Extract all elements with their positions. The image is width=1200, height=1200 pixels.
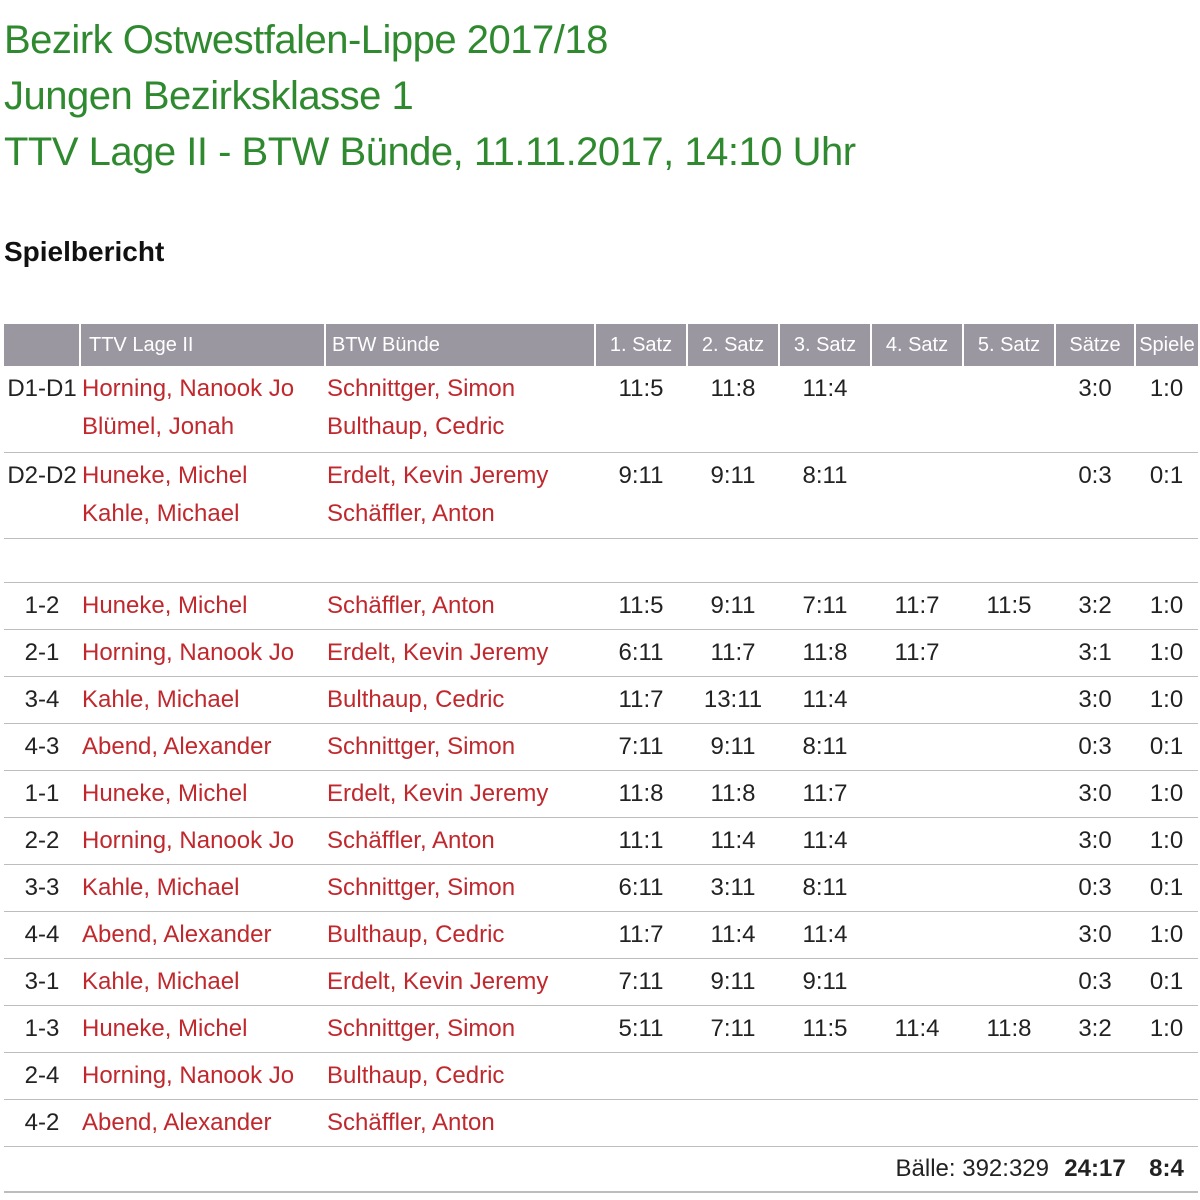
sets-result: 3:0 [1078,826,1112,854]
games-result: 1:0 [1149,591,1184,619]
set-1-score: 11:5 [618,375,664,402]
pairing-label: 4-2 [24,1108,60,1136]
away-player-name: Schnittger, Simon [327,375,516,402]
set-4-score [871,911,963,958]
set-1-score [595,1099,687,1146]
set-5-score [963,817,1055,864]
games-result: 1:0 [1149,920,1184,948]
games-result: 0:1 [1149,732,1184,760]
set-1-score: 11:7 [618,685,664,713]
sets-result: 3:2 [1078,591,1112,619]
set-5-score [963,452,1055,538]
away-player-name: Bulthaup, Cedric [327,685,505,713]
home-player-name: Huneke, Michel [82,591,248,619]
set-3-score: 8:11 [802,873,848,901]
away-player-name: Schnittger, Simon [327,732,516,760]
set-3-score: 11:4 [802,685,848,713]
set-2-score: 7:11 [710,1014,756,1042]
games-result: 1:0 [1149,826,1184,854]
set-1-score: 7:11 [618,732,664,760]
home-player-name: Abend, Alexander [82,920,272,948]
pairing-label: 2-2 [24,826,60,854]
pairing-label: 2-1 [24,638,60,666]
games-result: 0:1 [1149,967,1184,995]
header-spiele: Spiele [1135,324,1198,366]
set-5-score [963,676,1055,723]
set-2-score: 9:11 [710,461,756,489]
set-3-score: 11:4 [802,826,848,854]
singles-row [4,958,1198,1005]
set-2-score: 11:8 [710,375,756,402]
set-3-score: 11:7 [802,779,848,807]
set-2-score: 9:11 [710,591,756,619]
league-class-title: Jungen Bezirksklasse 1 [4,74,414,118]
away-doubles-players [325,366,595,452]
singles-row [4,676,1198,723]
games-result [1135,1052,1198,1099]
set-2-score [687,1052,779,1099]
set-4-score [871,1052,963,1099]
set-3-score: 9:11 [802,967,848,995]
set-5-score: 11:8 [986,1014,1032,1042]
pairing-label: 3-1 [24,967,60,995]
table-body [4,366,1198,1192]
home-player-name: Huneke, Michel [82,461,248,489]
sets-result: 0:3 [1078,873,1112,901]
home-player-name: Horning, Nanook Jo [82,638,295,666]
set-3-score: 11:8 [802,638,848,666]
set-3-score: 8:11 [802,732,848,760]
spacer-cell [4,538,1198,582]
pairing-label: 4-4 [24,920,60,948]
sets-result: 0:3 [1078,732,1112,760]
games-result [1135,1099,1198,1146]
singles-row [4,770,1198,817]
sets-result: 3:0 [1078,685,1112,713]
singles-row [4,817,1198,864]
section-title: Spielbericht [4,236,165,267]
report-header [4,12,856,180]
sets-result: 3:2 [1078,1014,1112,1042]
set-4-score: 11:4 [894,1014,940,1042]
set-2-score: 9:11 [710,967,756,995]
set-2-score: 9:11 [710,732,756,760]
header-set-4: 4. Satz [871,324,963,366]
games-result: 1:0 [1149,1014,1184,1042]
set-4-score [871,958,963,1005]
set-4-score [871,1099,963,1146]
sets-result: 3:1 [1078,638,1112,666]
set-4-score: 11:7 [894,591,940,619]
table-header-row [4,324,1198,366]
set-3-score [779,1099,871,1146]
set-5-score [963,366,1055,452]
set-4-score [871,723,963,770]
set-1-score: 9:11 [618,461,664,489]
sets-result: 0:3 [1078,461,1112,489]
set-5-score [963,911,1055,958]
home-doubles-players [80,366,325,452]
set-2-score: 3:11 [710,873,756,901]
set-2-score: 13:11 [703,685,763,713]
total-games: 8:4 [1149,1154,1184,1182]
set-3-score: 7:11 [802,591,848,619]
set-3-score: 11:4 [802,375,848,402]
home-player-name: Abend, Alexander [82,732,272,760]
sets-result: 3:0 [1078,779,1112,807]
total-sets: 24:17 [1064,1154,1126,1182]
home-player-name: Kahle, Michael [82,685,240,713]
set-4-score [871,676,963,723]
set-5-score: 11:5 [986,591,1032,619]
singles-row [4,1099,1198,1146]
pairing-label: D1-D1 [7,375,77,402]
home-player-name: Abend, Alexander [82,1108,272,1136]
sets-result: 3:0 [1078,920,1112,948]
away-player-name: Erdelt, Kevin Jeremy [327,461,549,489]
doubles-row [4,366,1198,452]
pairing-label: 2-4 [24,1061,60,1089]
singles-row [4,864,1198,911]
singles-row [4,1005,1198,1052]
totals-row [4,1146,1198,1192]
sets-result: 3:0 [1078,375,1112,402]
set-3-score: 8:11 [802,461,848,489]
away-player-name: Schnittger, Simon [327,873,516,901]
set-5-score [963,629,1055,676]
set-4-score: 11:7 [894,638,940,666]
header-set-1: 1. Satz [595,324,687,366]
away-player-name: Bulthaup, Cedric [327,920,505,948]
home-player-name: Kahle, Michael [82,499,240,527]
sets-result: 0:3 [1078,967,1112,995]
games-result: 1:0 [1149,375,1184,402]
set-4-score [871,452,963,538]
set-3-score [779,1052,871,1099]
set-4-score [871,864,963,911]
set-1-score: 5:11 [618,1014,664,1042]
away-player-name: Schäffler, Anton [327,591,495,619]
header-set-2: 2. Satz [687,324,779,366]
set-1-score: 11:5 [618,591,664,619]
home-player-name: Kahle, Michael [82,967,240,995]
away-doubles-players [325,452,595,538]
set-4-score [871,817,963,864]
home-player-name: Horning, Nanook Jo [82,826,295,854]
pairing-label: 4-3 [24,732,60,760]
header-away-team: BTW Bünde [325,324,595,366]
set-1-score: 7:11 [618,967,664,995]
games-result: 1:0 [1149,638,1184,666]
singles-row [4,911,1198,958]
set-4-score [871,366,963,452]
home-player-name: Huneke, Michel [82,779,248,807]
header-set-5: 5. Satz [963,324,1055,366]
sets-result [1055,1052,1135,1099]
pairing-label: D2-D2 [7,461,77,489]
set-1-score: 6:11 [618,638,664,666]
home-player-name: Horning, Nanook Jo [82,375,295,402]
pairing-label: 3-3 [24,873,60,901]
games-result: 1:0 [1149,685,1184,713]
home-player-name: Kahle, Michael [82,873,240,901]
away-player-name: Schäffler, Anton [327,1108,495,1136]
set-2-score [687,1099,779,1146]
header-saetze: Sätze [1055,324,1135,366]
set-5-score [963,770,1055,817]
set-1-score: 6:11 [618,873,664,901]
games-result: 0:1 [1149,873,1184,901]
set-5-score [963,1052,1055,1099]
header-home-team: TTV Lage II [80,324,325,366]
set-5-score [963,864,1055,911]
set-1-score: 11:7 [618,920,664,948]
away-player-name: Erdelt, Kevin Jeremy [327,967,549,995]
set-1-score [595,1052,687,1099]
match-title: TTV Lage II - BTW Bünde, 11.11.2017, 14:10 Uhr [4,130,856,174]
singles-row [4,723,1198,770]
match-report-table [4,324,1198,1193]
pairing-label: 1-1 [24,779,60,807]
games-result: 1:0 [1149,779,1184,807]
home-player-name: Blümel, Jonah [82,413,235,440]
home-player-name: Horning, Nanook Jo [82,1061,295,1089]
pairing-label: 1-2 [24,591,60,619]
set-2-score: 11:4 [710,826,756,854]
away-player-name: Schäffler, Anton [327,826,495,854]
away-player-name: Bulthaup, Cedric [327,1061,505,1089]
set-5-score [963,1099,1055,1146]
set-3-score: 11:4 [802,920,848,948]
home-player-name: Huneke, Michel [82,1014,248,1042]
singles-row [4,629,1198,676]
set-2-score: 11:8 [710,779,756,807]
pairing-label: 3-4 [24,685,60,713]
set-1-score: 11:1 [618,826,664,854]
singles-row [4,1052,1198,1099]
header-pairing [4,324,80,366]
set-5-score [963,958,1055,1005]
pairing-label: 1-3 [24,1014,60,1042]
total-balls: Bälle: 392:329 [895,1154,1049,1182]
set-2-score: 11:7 [710,638,756,666]
sets-result [1055,1099,1135,1146]
doubles-row [4,452,1198,538]
set-4-score [871,770,963,817]
away-player-name: Erdelt, Kevin Jeremy [327,779,549,807]
set-5-score [963,723,1055,770]
header-set-3: 3. Satz [779,324,871,366]
spacer-row [4,538,1198,582]
league-region-title: Bezirk Ostwestfalen-Lippe 2017/18 [4,18,608,62]
set-3-score: 11:5 [802,1014,848,1042]
away-player-name: Schäffler, Anton [327,499,495,527]
set-2-score: 11:4 [710,920,756,948]
home-doubles-players [80,452,325,538]
games-result: 0:1 [1149,461,1184,489]
away-player-name: Erdelt, Kevin Jeremy [327,638,549,666]
away-player-name: Schnittger, Simon [327,1014,516,1042]
away-player-name: Bulthaup, Cedric [327,413,505,440]
singles-row [4,582,1198,629]
set-1-score: 11:8 [618,779,664,807]
